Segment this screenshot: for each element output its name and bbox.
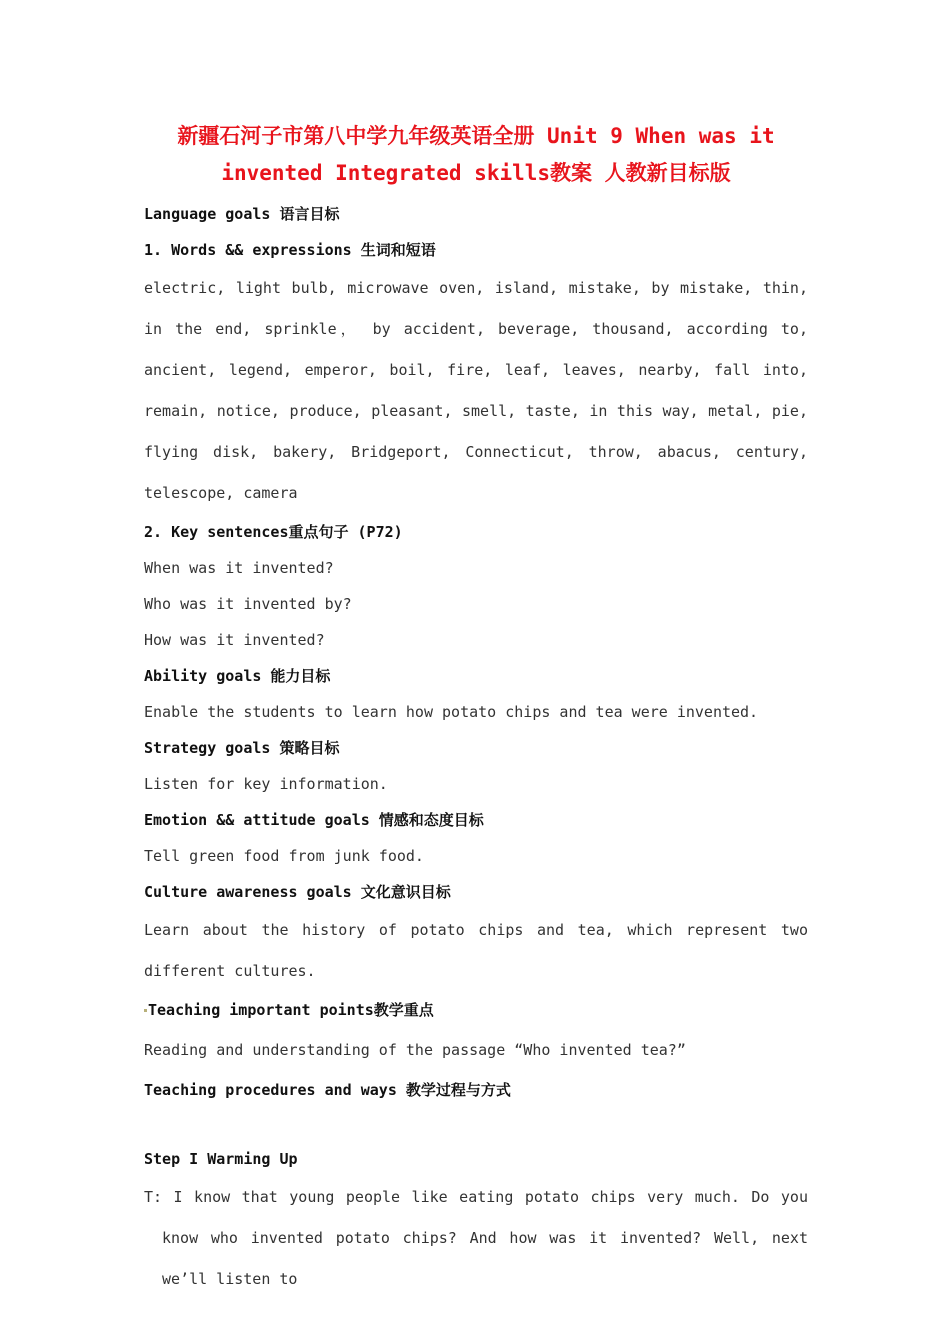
bullet-dot-icon — [144, 1009, 147, 1012]
culture-goals-heading: Culture awareness goals 文化意识目标 — [144, 883, 451, 901]
key-sentences-heading: 2. Key sentences重点句子 (P72) — [144, 523, 403, 541]
key-sentence: Who was it invented by? — [144, 595, 352, 613]
strategy-goals-heading: Strategy goals 策略目标 — [144, 739, 340, 757]
key-sentence: How was it invented? — [144, 631, 325, 649]
strategy-goals-text: Listen for key information. — [144, 775, 388, 793]
emotion-goals-heading: Emotion && attitude goals 情感和态度目标 — [144, 811, 484, 829]
important-points-text: Reading and understanding of the passage “Who invented tea?” — [144, 1041, 686, 1059]
ability-goals-text: Enable the students to learn how potato chips and tea were invented. — [144, 703, 759, 721]
language-goals-heading: Language goals 语言目标 — [144, 205, 340, 223]
key-sentence: When was it invented? — [144, 559, 334, 577]
culture-goals-text: Learn about the history of potato chips and tea, which represent two different cultures. — [144, 921, 808, 980]
important-points-label: Teaching important points教学重点 — [148, 1001, 434, 1019]
emotion-goals-text: Tell green food from junk food. — [144, 847, 424, 865]
important-points-heading — [144, 992, 808, 1028]
procedures-heading: Teaching procedures and ways 教学过程与方式 — [144, 1081, 511, 1099]
step-heading: Step I Warming Up — [144, 1150, 298, 1168]
document-title: 新疆石河子市第八中学九年级英语全册 Unit 9 When was it invented Integrated skills教案 人教新目标版 — [177, 124, 775, 185]
spacer — [144, 1108, 808, 1141]
ability-goals-heading: Ability goals 能力目标 — [144, 667, 331, 685]
vocabulary-list: electric, light bulb, microwave oven, island, mistake, by mistake, thin, in the end, sprinkle， by accident, beverage, thousand, according to, ancient, legend, emperor, boil, fire, leaf, leaves, nearby, fall into, remain, notice, produce, pleasant, smell, taste, in this way, metal, pie, flying disk, bakery, Bridgeport, Connecticut, throw, abacus, century, telescope, camera — [144, 279, 808, 502]
document-page — [144, 118, 808, 1300]
step-text: T: I know that young people like eating potato chips very much. Do you know who invented potato chips? And how was it invented? Well, next we’ll listen to — [144, 1188, 808, 1288]
words-heading: 1. Words && expressions 生词和短语 — [144, 241, 436, 259]
